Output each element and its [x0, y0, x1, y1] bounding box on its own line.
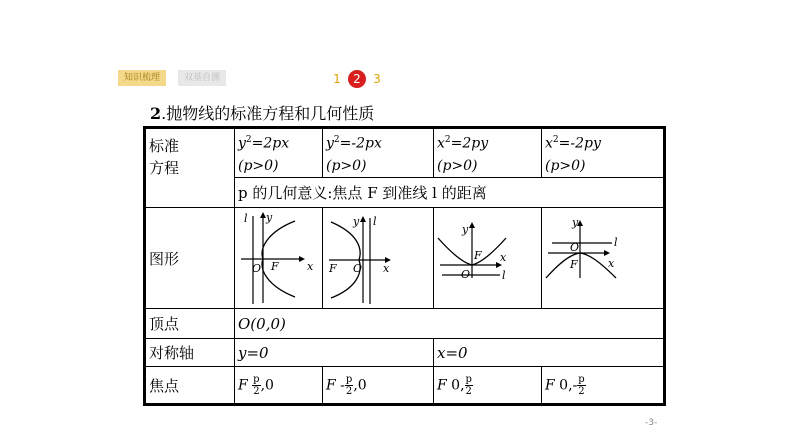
equation-lhs: x — [437, 135, 445, 152]
tab-self-test[interactable]: 双基自测 — [178, 70, 226, 86]
heading-number: 2 — [150, 104, 162, 123]
page-number: -3- — [645, 418, 658, 428]
step-2[interactable]: 2 — [348, 70, 366, 88]
label-equation-line1: 标准 — [149, 137, 180, 155]
focus-cell-2 — [323, 367, 434, 405]
origin-label: O — [461, 268, 471, 281]
graph-left-opening — [323, 208, 434, 309]
step-indicator — [328, 70, 386, 88]
x-axis-label: x — [307, 260, 314, 273]
focus-label: F — [474, 249, 482, 262]
y-axis-label: y — [462, 223, 469, 236]
origin-label: O — [252, 262, 262, 275]
section-tabs — [118, 70, 226, 86]
equation-rhs: =2px — [251, 135, 290, 152]
axis-text: y=0 — [238, 343, 269, 362]
vertex-text: O(0,0) — [238, 314, 286, 333]
fraction-denominator: 2 — [578, 385, 585, 397]
parabola-right-opening-figure — [235, 208, 322, 308]
focus-cell-4 — [542, 367, 665, 405]
heading-title: .抛物线的标准方程和几何性质 — [161, 104, 375, 123]
equation-rhs: =2py — [450, 135, 489, 152]
equation-cell-4 — [542, 128, 665, 178]
axis-value-vertical — [434, 339, 665, 367]
fraction-numerator: p — [345, 373, 353, 385]
equation-lhs: x — [545, 135, 553, 152]
equation-exp: 2 — [245, 135, 252, 145]
equation-rhs: =-2py — [558, 135, 601, 152]
y-axis-label: y — [266, 211, 273, 224]
origin-label: O — [353, 262, 363, 275]
fraction-denominator: 2 — [345, 385, 353, 397]
focus-label: F — [570, 258, 578, 271]
label-vertex: 顶点 — [145, 309, 235, 339]
fraction-numerator: p — [253, 373, 260, 385]
axis-text: x=0 — [437, 343, 468, 362]
focus-letter: F — [437, 377, 447, 393]
focus-rest: ,0 — [353, 377, 367, 393]
x-axis-label: x — [383, 262, 390, 275]
parabola-properties-table — [143, 126, 666, 406]
equation-cell-1 — [235, 128, 323, 178]
vertex-value — [235, 309, 665, 339]
equation-condition: (p>0) — [437, 157, 478, 174]
label-graph: 图形 — [145, 208, 235, 309]
focus-cell-1 — [235, 367, 323, 405]
tab-knowledge-review[interactable]: 知识梳理 — [118, 70, 166, 86]
directrix-label: l — [502, 269, 506, 282]
focus-fraction — [252, 374, 260, 397]
fraction-numerator: p — [465, 373, 472, 385]
graph-right-opening — [235, 208, 323, 309]
equation-exp: 2 — [333, 135, 340, 145]
equation-cell-3 — [434, 128, 542, 178]
y-axis-label: y — [353, 215, 360, 228]
fraction-denominator: 2 — [253, 385, 260, 397]
focus-letter: F — [326, 377, 336, 393]
fraction-numerator: p — [578, 373, 585, 385]
parabola-down-opening-figure — [542, 208, 663, 308]
parabola-left-opening-figure — [323, 208, 433, 308]
focus-cell-3 — [434, 367, 542, 405]
focus-sign: - — [340, 377, 345, 393]
step-1[interactable]: 1 — [333, 72, 341, 86]
label-standard-equation — [145, 128, 235, 208]
step-3[interactable]: 3 — [373, 72, 381, 86]
focus-fraction — [577, 374, 585, 397]
directrix-label: l — [244, 212, 248, 225]
equation-condition: (p>0) — [326, 157, 367, 174]
equation-exp: 2 — [444, 135, 451, 145]
axis-value-horizontal — [235, 339, 434, 367]
y-axis-label: y — [572, 216, 579, 229]
focus-rest: ,0 — [260, 377, 274, 393]
graph-down-opening — [542, 208, 665, 309]
x-axis-label: x — [608, 257, 615, 270]
focus-letter: F — [545, 377, 555, 393]
origin-label: O — [570, 241, 580, 254]
fraction-denominator: 2 — [465, 385, 472, 397]
equation-rhs: =-2px — [339, 135, 382, 152]
equation-lhs: y — [326, 135, 334, 152]
focus-sign: 0,- — [559, 377, 578, 393]
equation-condition: (p>0) — [238, 157, 279, 174]
x-axis-label: x — [500, 251, 507, 264]
section-heading — [150, 101, 374, 124]
label-symmetry-axis: 对称轴 — [145, 339, 235, 367]
graph-up-opening — [434, 208, 542, 309]
equation-condition: (p>0) — [545, 157, 586, 174]
equation-cell-2 — [323, 128, 434, 178]
p-meaning: p 的几何意义:焦点 F 到准线 l 的距离 — [235, 178, 665, 208]
label-focus: 焦点 — [145, 367, 235, 405]
equation-exp: 2 — [552, 135, 559, 145]
label-equation-line2: 方程 — [149, 159, 180, 177]
directrix-label: l — [614, 236, 618, 249]
equation-lhs: y — [238, 135, 246, 152]
focus-label: F — [329, 262, 337, 275]
focus-letter: F — [238, 377, 248, 393]
focus-label: F — [271, 260, 279, 273]
focus-sign: 0, — [451, 377, 465, 393]
parabola-up-opening-figure — [434, 208, 541, 308]
directrix-label: l — [373, 215, 377, 228]
focus-fraction — [465, 374, 473, 397]
